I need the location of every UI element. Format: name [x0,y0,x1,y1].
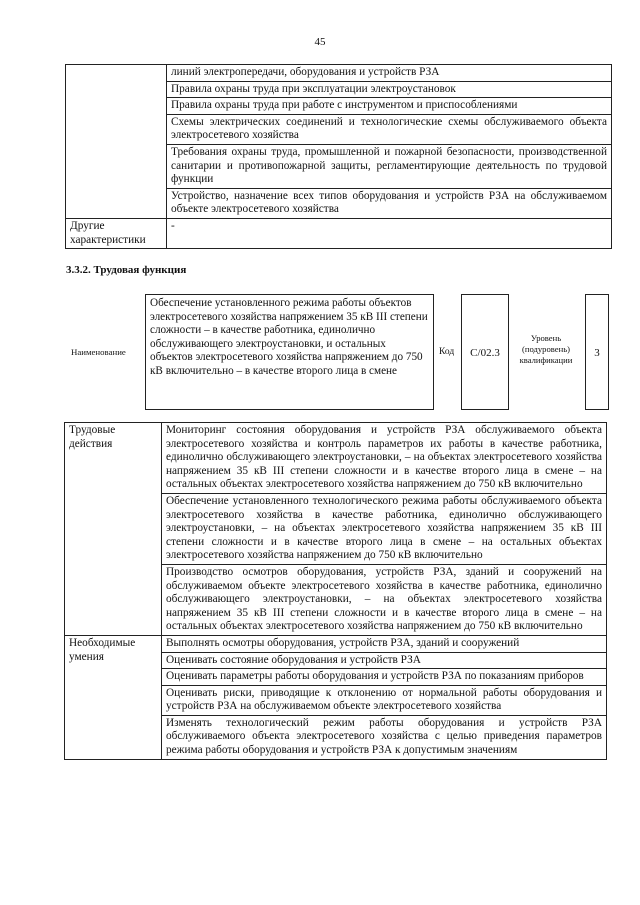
labor-action-item: Мониторинг состояния оборудования и устройств РЗА обслуживаемого объекта электросетевого хозяйства и контроль параметров их работы в качестве работника, единолично обслуживающего электроустановки, – на объектах электросетевого хозяйства напряжением 35 кВ III степени сложности и в качестве второго лица в смене – на остальных объектах электросетевого хозяйства напряжением до 750 кВ включительно [162,423,607,494]
knowledge-item: Правила охраны труда при работе с инструментом и приспособлениями [167,98,612,115]
knowledge-item: Схемы электрических соединений и технологические схемы обслуживаемого объекта электросетевого хозяйства [167,114,612,144]
table-row [65,635,607,652]
knowledge-item: Устройство, назначение всех типов оборудования и устройств РЗА на обслуживаемом объекте электросетевого хозяйства [167,188,612,218]
skill-item: Изменять технологический режим работы оборудования и устройств РЗА обслуживаемого объекта электросетевого хозяйства с целью приведения параметров режима работы оборудования и устройств РЗА к допустимым значениям [162,715,607,759]
labor-actions-label: Трудовые действия [65,423,162,636]
code-value-box [461,294,509,410]
skill-item: Выполнять осмотры оборудования, устройств РЗА, зданий и сооружений [162,635,607,652]
section-heading: 3.3.2. Трудовая функция [66,264,187,276]
other-characteristics-label: Другие характеристики [66,218,167,248]
labor-action-item: Производство осмотров оборудования, устройств РЗА, зданий и сооружений на обслуживаемом объекте электросетевого хозяйства в качестве работника, единолично обслуживающего электроустановки, – на объектах электросетевого хозяйства напряжением 35 кВ III степени сложности и в качестве второго лица в смене – на остальных объектах электросетевого хозяйства напряжением до 750 кВ включительно [162,564,607,635]
table-row [65,423,607,494]
knowledge-table [65,64,612,249]
skill-item: Оценивать параметры работы оборудования и устройств РЗА по показаниям приборов [162,669,607,686]
name-value-box [145,294,434,410]
knowledge-item: линий электропередачи, оборудования и устройств РЗА [167,65,612,82]
level-value-box [585,294,609,410]
knowledge-item: Требования охраны труда, промышленной и пожарной безопасности, производственной санитарии и противопожарной защиты, регламентирующие деятельность по трудовой функции [167,144,612,188]
labor-action-item: Обеспечение установленного технологического режима работы обслуживаемого объекта электросетевого хозяйства в качестве работника, единолично обслуживающего электроустановки, – на объектах электросетевого хозяйства напряжением 35 кВ III степени сложности и в качестве второго лица в смене – на остальных объектах электросетевого хозяйства напряжением до 750 кВ включительно [162,493,607,564]
function-table [64,422,607,760]
knowledge-label-cell [66,65,167,219]
level-label: Уровень (подуровень) квалификации [519,333,573,365]
table-row [66,65,612,82]
skill-item: Оценивать состояние оборудования и устройств РЗА [162,652,607,669]
code-value: C/02.3 [470,347,500,359]
required-skills-label: Необходимые умения [65,635,162,759]
knowledge-item: Правила охраны труда при эксплуатации электроустановок [167,81,612,98]
name-label: Наименование [71,347,126,357]
page-number: 45 [314,36,326,48]
level-value: 3 [594,347,600,359]
other-characteristics-value: - [167,218,612,248]
skill-item: Оценивать риски, приводящие к отклонению от нормальной работы оборудования и устройств РЗА на обслуживаемом объекте электросетевого хозяйства [162,685,607,715]
function-name: Обеспечение установленного режима работы объектов электросетевого хозяйства напряжением 35 кВ III степени сложности – в качестве работника, единолично обслуживающего электроустановки, и остальных объектов электросетевого хозяйства напряжением до 750 кВ включительно – в качестве второго лица в смене [150,297,428,377]
table-row [66,218,612,248]
code-label: Код [439,347,455,357]
